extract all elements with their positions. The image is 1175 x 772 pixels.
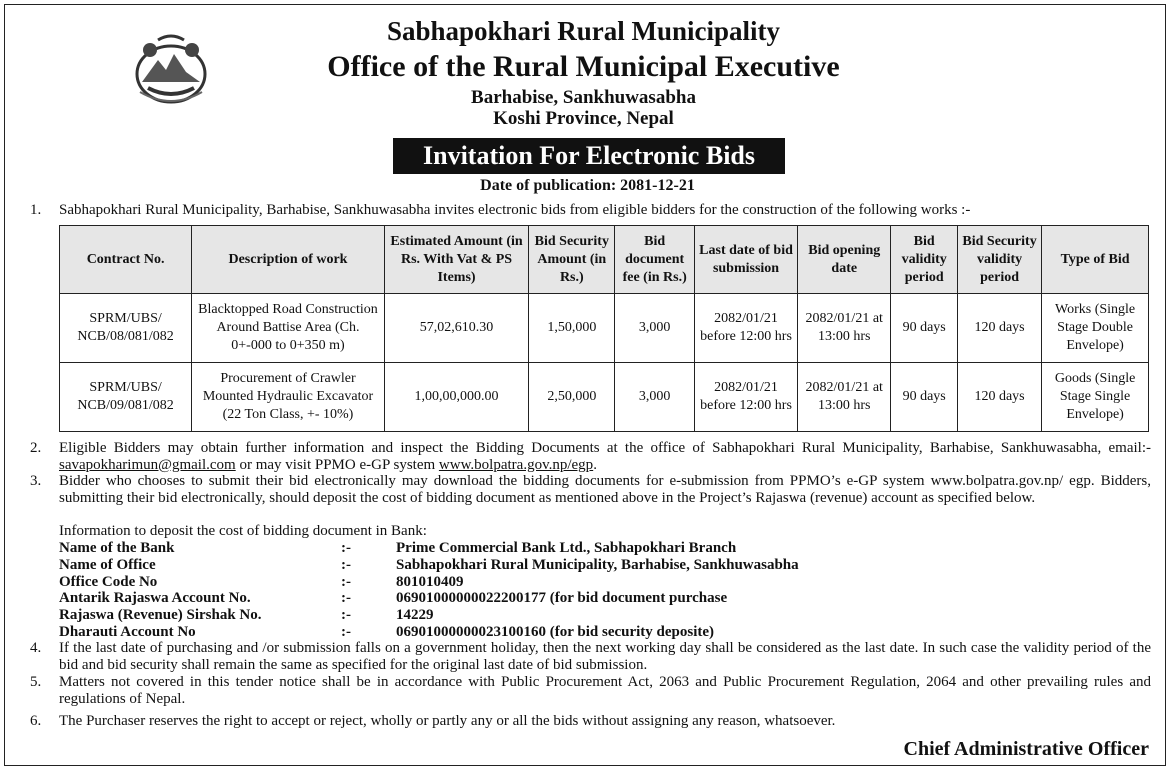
cell-security-validity: 120 days (957, 363, 1041, 432)
table-row (60, 363, 1149, 432)
item-1-text: Sabhapokhari Rural Municipality, Barhabise, Sankhuwasabha invites electronic bids from eligible bidders for the construction of the following works :- (59, 202, 971, 218)
bank-sep: :- (341, 574, 351, 590)
bank-sep: :- (341, 540, 351, 556)
item-number: 3. (30, 473, 42, 489)
item-2-text-a: Eligible Bidders may obtain further information and inspect the Bidding Documents at the office of Sabhapokhari Rural Municipality, Barhabise, Sankhuwasabha, email:- (59, 440, 1151, 456)
cell-contract-no: SPRM/UBS/ NCB/08/081/082 (60, 294, 192, 363)
col-last-date: Last date of bid submission (694, 226, 797, 294)
cell-security-validity: 120 days (957, 294, 1041, 363)
item-4-text: If the last date of purchasing and /or submission falls on a government holiday, then the next working day shall be considered as the last date. In such case the validity period of the bid and bid security shall remain the same as specified for the original last date of bid submission. (59, 640, 1151, 673)
cell-opening-date: 2082/01/21 at 13:00 hrs (798, 294, 891, 363)
cell-doc-fee: 3,000 (615, 363, 695, 432)
item-3-text: Bidder who chooses to submit their bid electronically may download the bidding documents for e-submission from PPMO’s e-GP system www.bolpatra.gov.np/ egp. Bidders, submitting their bid electronically, should deposit the cost of bidding document as mentioned above in the Project’s Rajaswa (revenue) account as specified below. (59, 473, 1151, 506)
item-number: 6. (30, 713, 42, 729)
item-number: 5. (30, 674, 42, 690)
cell-bid-security: 2,50,000 (529, 363, 615, 432)
bank-sep: :- (341, 557, 351, 573)
col-description: Description of work (192, 226, 385, 294)
cell-bid-security: 1,50,000 (529, 294, 615, 363)
cell-last-date: 2082/01/21 before 12:00 hrs (694, 294, 797, 363)
item-5-text: Matters not covered in this tender notice shall be in accordance with Public Procurement Act, 2063 and Public Procurement Regulation, 2064 and other prevailing rules and regulations of Nepal. (59, 674, 1151, 707)
col-bid-type: Type of Bid (1042, 226, 1149, 294)
col-security-validity: Bid Security validity period (957, 226, 1041, 294)
bank-key: Dharauti Account No (59, 624, 196, 640)
col-validity: Bid validity period (891, 226, 958, 294)
signature-title: Chief Administrative Officer (903, 738, 1149, 760)
cell-bid-type: Works (Single Stage Double Envelope) (1042, 294, 1149, 363)
cell-estimated-amount: 1,00,00,000.00 (384, 363, 528, 432)
item-number: 4. (30, 640, 42, 656)
col-contract-no: Contract No. (60, 226, 192, 294)
cell-last-date: 2082/01/21 before 12:00 hrs (694, 363, 797, 432)
bank-key: Antarik Rajaswa Account No. (59, 590, 251, 606)
notice-title: Invitation For Electronic Bids (393, 138, 785, 174)
cell-description: Procurement of Crawler Mounted Hydraulic Excavator (22 Ton Class, +- 10%) (192, 363, 385, 432)
bank-value: Prime Commercial Bank Ltd., Sabhapokhari Branch (396, 540, 737, 556)
item-2-text-c: . (593, 456, 597, 473)
bank-value: 14229 (396, 607, 434, 623)
cell-opening-date: 2082/01/21 at 13:00 hrs (798, 363, 891, 432)
bank-key: Name of the Bank (59, 540, 175, 556)
col-bid-security: Bid Security Amount (in Rs.) (529, 226, 615, 294)
cell-doc-fee: 3,000 (615, 294, 695, 363)
office-location: Barhabise, Sankhuwasabha (471, 87, 696, 108)
bank-details (59, 540, 1059, 642)
item-6-text: The Purchaser reserves the right to accept or reject, wholly or partly any or all the bids without assigning any reason, whatsoever. (59, 713, 836, 729)
bank-intro: Information to deposit the cost of bidding document in Bank: (59, 523, 427, 539)
table-header-row (60, 226, 1149, 294)
item-2-text-b: or may visit PPMO e-GP system (235, 456, 439, 473)
table-row (60, 294, 1149, 363)
bank-value: 801010409 (396, 574, 464, 590)
bank-value: Sabhapokhari Rural Municipality, Barhabise, Sankhuwasabha (396, 557, 799, 573)
cell-contract-no: SPRM/UBS/ NCB/09/081/082 (60, 363, 192, 432)
bank-key: Name of Office (59, 557, 156, 573)
cell-validity: 90 days (891, 363, 958, 432)
col-doc-fee: Bid document fee (in Rs.) (615, 226, 695, 294)
office-name: Office of the Rural Municipal Executive (327, 50, 840, 83)
bank-sep: :- (341, 607, 351, 623)
bids-table (59, 225, 1149, 432)
bank-sep: :- (341, 590, 351, 606)
col-opening-date: Bid opening date (798, 226, 891, 294)
egp-link[interactable]: www.bolpatra.gov.np/egp (438, 456, 594, 473)
cell-validity: 90 days (891, 294, 958, 363)
item-2-text (59, 440, 1151, 473)
email-link[interactable]: savapokharimun@gmail.com (59, 456, 236, 473)
cell-bid-type: Goods (Single Stage Single Envelope) (1042, 363, 1149, 432)
bank-sep: :- (341, 624, 351, 640)
cell-estimated-amount: 57,02,610.30 (384, 294, 528, 363)
bank-key: Office Code No (59, 574, 158, 590)
municipality-name: Sabhapokhari Rural Municipality (386, 16, 781, 46)
item-number: 1. (30, 202, 42, 218)
bank-value: 06901000000022200177 (for bid document purchase (396, 590, 728, 606)
col-estimated-amount: Estimated Amount (in Rs. With Vat & PS Items) (384, 226, 528, 294)
bank-key: Rajaswa (Revenue) Sirshak No. (59, 607, 262, 623)
item-number: 2. (30, 440, 42, 456)
office-province: Koshi Province, Nepal (493, 108, 674, 129)
publication-date: Date of publication: 2081-12-21 (480, 177, 695, 194)
cell-description: Blacktopped Road Construction Around Battise Area (Ch. 0+-000 to 0+350 m) (192, 294, 385, 363)
bank-value: 06901000000023100160 (for bid security deposite) (396, 624, 715, 640)
